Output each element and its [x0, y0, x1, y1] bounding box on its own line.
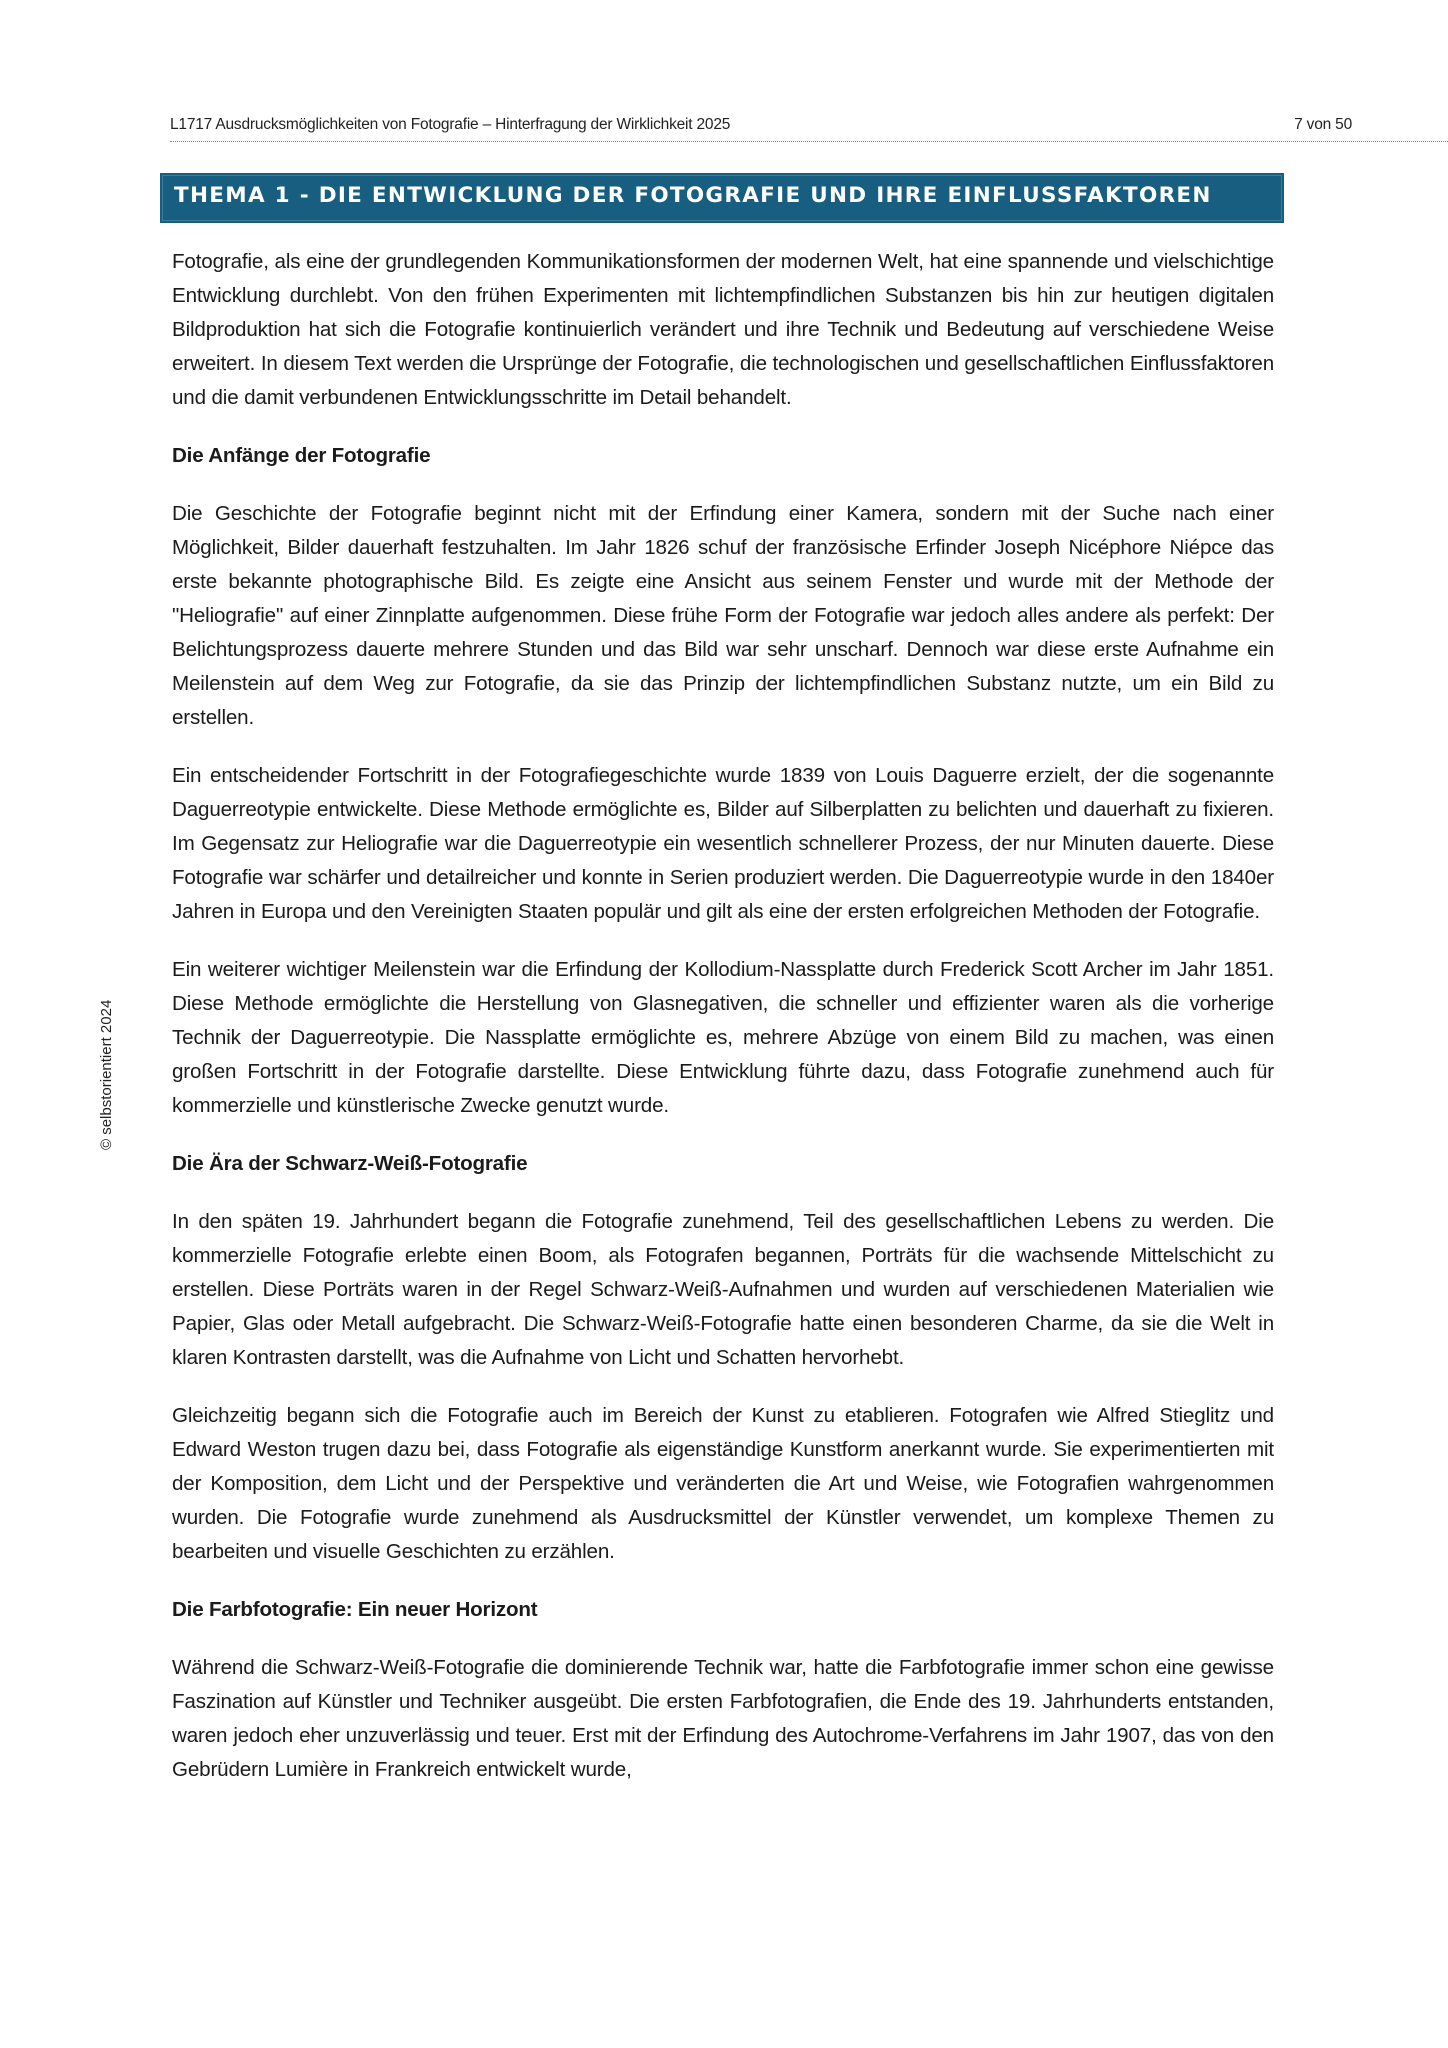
page-number: 7 von 50	[1294, 116, 1352, 133]
paragraph: Die Geschichte der Fotografie beginnt nicht mit der Erfindung einer Kamera, sondern mit der Suche nach einer Möglichkeit, Bilder dauerhaft festzuhalten. Im Jahr 1826 schuf der französische Erfinder Joseph Nicéphore Niépce das erste bekannte photographische Bild. Es zeigte eine Ansicht aus seinem Fenster und wurde mit der Methode der "Heliografie" auf einer Zinnplatte aufgenommen. Diese frühe Form der Fotografie war jedoch alles andere als perfekt: Der Belichtungsprozess dauerte mehrere Stunden und das Bild war sehr unscharf. Dennoch war diese erste Aufnahme ein Meilenstein auf dem Weg zur Fotografie, da sie das Prinzip der lichtempfindlichen Substanz nutzte, um ein Bild zu erstellen.	[172, 502, 1274, 729]
paragraph: Während die Schwarz-Weiß-Fotografie die dominierende Technik war, hatte die Farbfotografie immer schon eine gewisse Faszination auf Künstler und Techniker ausgeübt. Die ersten Farbfotografien, die Ende des 19. Jahrhunderts entstanden, waren jedoch eher unzuverlässig und teuer. Erst mit der Erfindung des Autochrome-Verfahrens im Jahr 1907, das von den Gebrüdern Lumière in Frankreich entwickelt wurde,	[172, 1656, 1274, 1781]
section-heading-schwarz-weiss: Die Ära der Schwarz-Weiß-Fotografie	[172, 1152, 528, 1175]
document-body	[172, 245, 1274, 1811]
copyright-note: © selbstorientiert 2024	[98, 999, 115, 1150]
theme-banner	[160, 173, 1284, 223]
theme-title: THEMA 1 - DIE ENTWICKLUNG DER FOTOGRAFIE UND IHRE EINFLUSSFAKTOREN	[174, 183, 1212, 208]
intro-paragraph: Fotografie, als eine der grundlegenden Kommunikationsformen der modernen Welt, hat eine spannende und vielschichtige Entwicklung durchlebt. Von den frühen Experimenten mit lichtempfindlichen Substanzen bis hin zur heutigen digitalen Bildproduktion hat sich die Fotografie kontinuierlich verändert und ihre Technik und Bedeutung auf verschiedene Weise erweitert. In diesem Text werden die Ursprünge der Fotografie, die technologischen und gesellschaftlichen Einflussfaktoren und die damit verbundenen Entwicklungsschritte im Detail behandelt.	[172, 250, 1274, 409]
paragraph: Ein weiterer wichtiger Meilenstein war die Erfindung der Kollodium-Nassplatte durch Frederick Scott Archer im Jahr 1851. Diese Methode ermöglichte die Herstellung von Glasnegativen, die schneller und effizienter waren als die vorherige Technik der Daguerreotypie. Die Nassplatte ermöglichte es, mehrere Abzüge von einem Bild zu machen, was einen großen Fortschritt in der Fotografie darstellte. Diese Entwicklung führte dazu, dass Fotografie zunehmend auch für kommerzielle und künstlerische Zwecke genutzt wurde.	[172, 958, 1274, 1117]
page-header	[170, 112, 1448, 144]
section-heading-farbfotografie: Die Farbfotografie: Ein neuer Horizont	[172, 1598, 538, 1621]
document-title: L1717 Ausdrucksmöglichkeiten von Fotografie – Hinterfragung der Wirklichkeit 2025	[170, 116, 731, 133]
header-divider	[170, 141, 1448, 142]
paragraph: Ein entscheidender Fortschritt in der Fotografiegeschichte wurde 1839 von Louis Daguerre erzielt, der die sogenannte Daguerreotypie entwickelte. Diese Methode ermöglichte es, Bilder auf Silberplatten zu belichten und dauerhaft zu fixieren. Im Gegensatz zur Heliografie war die Daguerreotypie ein wesentlich schnellerer Prozess, der nur Minuten dauerte. Diese Fotografie war schärfer und detailreicher und konnte in Serien produziert werden. Die Daguerreotypie wurde in den 1840er Jahren in Europa und den Vereinigten Staaten populär und gilt als eine der ersten erfolgreichen Methoden der Fotografie.	[172, 764, 1274, 923]
paragraph: In den späten 19. Jahrhundert begann die Fotografie zunehmend, Teil des gesellschaftlichen Lebens zu werden. Die kommerzielle Fotografie erlebte einen Boom, als Fotografen begannen, Porträts für die wachsende Mittelschicht zu erstellen. Diese Porträts waren in der Regel Schwarz-Weiß-Aufnahmen und wurden auf verschiedenen Materialien wie Papier, Glas oder Metall aufgebracht. Die Schwarz-Weiß-Fotografie hatte einen besonderen Charme, da sie die Welt in klaren Kontrasten darstellt, was die Aufnahme von Licht und Schatten hervorhebt.	[172, 1210, 1274, 1369]
section-heading-anfaenge: Die Anfänge der Fotografie	[172, 444, 431, 467]
paragraph: Gleichzeitig begann sich die Fotografie auch im Bereich der Kunst zu etablieren. Fotografen wie Alfred Stieglitz und Edward Weston trugen dazu bei, dass Fotografie als eigenständige Kunstform anerkannt wurde. Sie experimentierten mit der Komposition, dem Licht und der Perspektive und veränderten die Art und Weise, wie Fotografien wahrgenommen wurden. Die Fotografie wurde zunehmend als Ausdrucksmittel der Künstler verwendet, um komplexe Themen zu bearbeiten und visuelle Geschichten zu erzählen.	[172, 1404, 1274, 1563]
